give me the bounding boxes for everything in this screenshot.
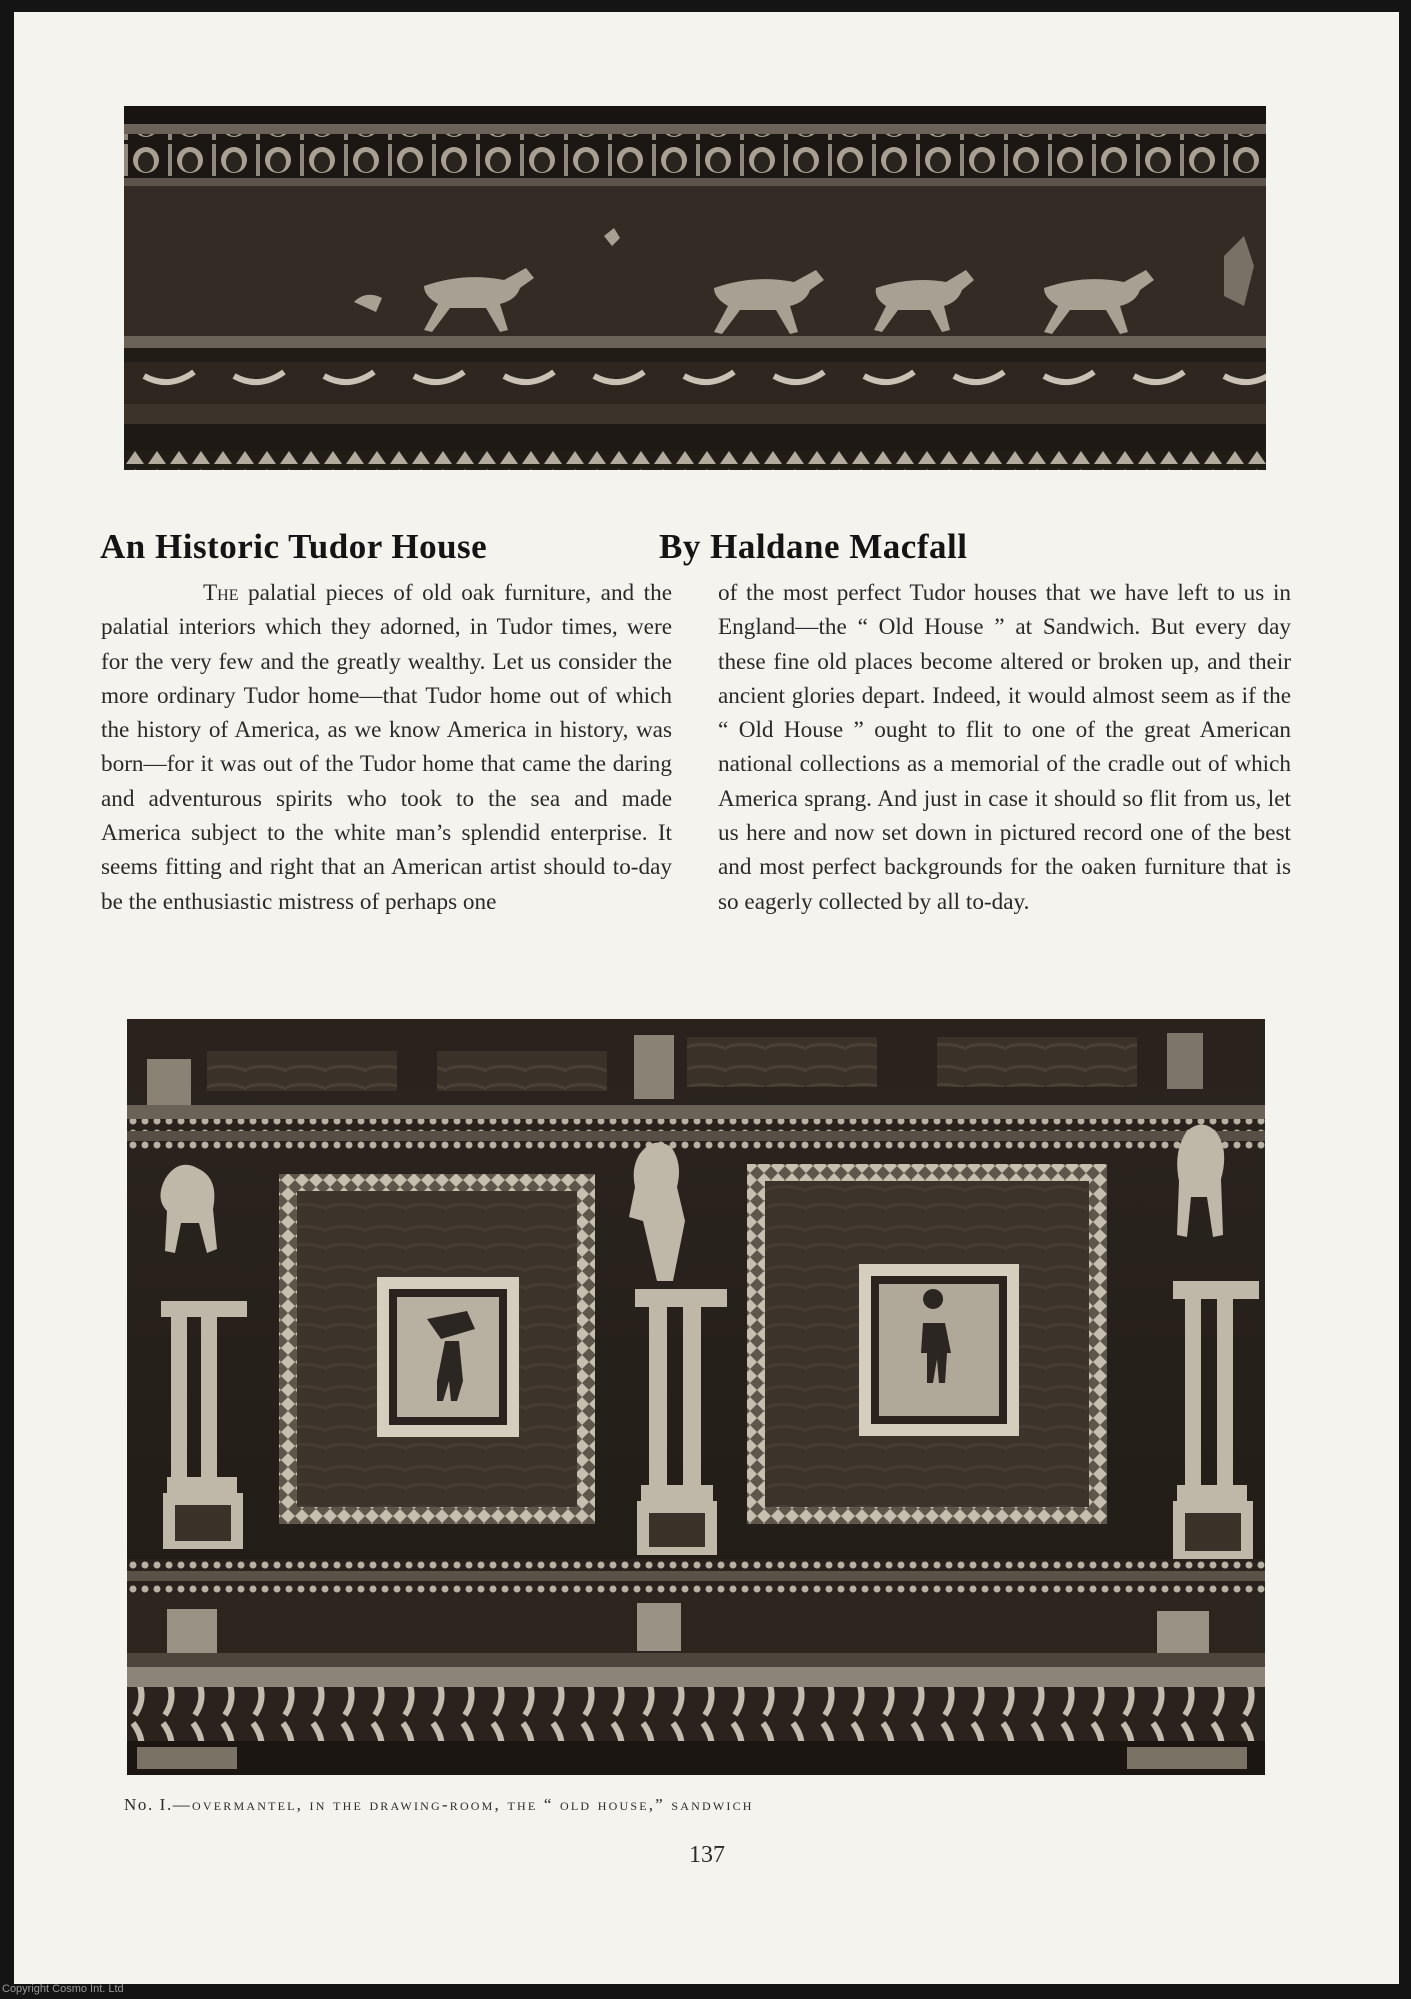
body-text-left: palatial pieces of old oak furniture, and the palatial interiors which they adorned, in Tudor times, were for the very few and the greatly wealthy. Let us consider the more ordinary Tudor home—that Tudor home out of which the history of America, as we know America in history, was born—for it was out of the Tudor home that came the daring and adventurous spirits who took to the sea and made America subject to the white man’s splendid enterprise. It seems fitting and right that an American artist should to-day be the enthusiastic mistress of perhaps one (101, 580, 673, 915)
frieze-carving-image (124, 106, 1266, 470)
body-text-right: of the most perfect Tudor houses that we have left to us in England—the “ Old House ” at Sandwich. But every day these fine old places become altered or broken up, and their ancient glories depart. Indeed, it would almost seem as if the “ Old House ” ought to flit to one of the great American national collections as a memorial of the cradle out of which America sprang. And just in case it should so flit from us, let us here and now set down in pictured record one of the best and most perfect backgrounds for the oaken furniture that is so eagerly collected by all to-day. (718, 580, 1291, 915)
page-number: 137 (689, 1842, 725, 1868)
frieze-photograph (124, 106, 1266, 470)
figure-caption (124, 1795, 1224, 1815)
lead-word: The (203, 580, 239, 606)
article-title: An Historic Tudor House (100, 527, 488, 566)
article-heading (100, 527, 1100, 573)
body-column-right (718, 576, 1291, 919)
overmantel-carving-image (127, 1019, 1265, 1775)
copyright-notice: Copyright Cosmo Int. Ltd (2, 1983, 124, 1995)
overmantel-photograph (127, 1019, 1265, 1775)
article-byline: By Haldane Macfall (659, 527, 968, 566)
body-column-left (101, 576, 672, 919)
caption-number: No. I. (124, 1795, 173, 1814)
caption-text: —overmantel, in the drawing-room, the “ old house,” sandwich (172, 1795, 754, 1814)
